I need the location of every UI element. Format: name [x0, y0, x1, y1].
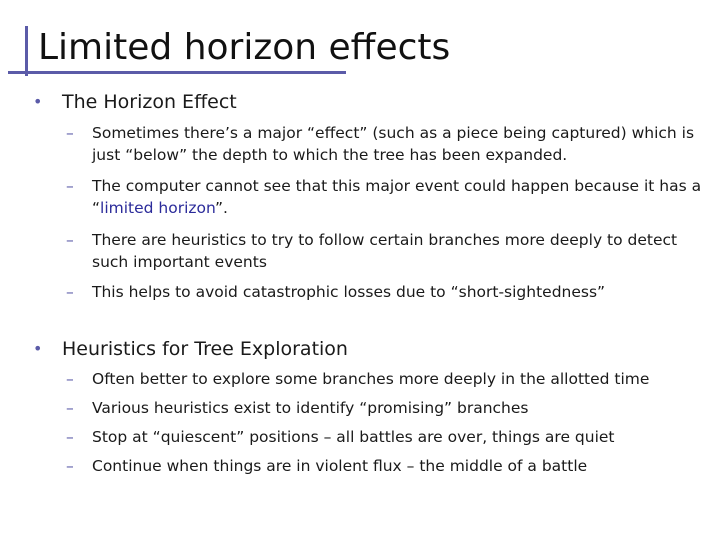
slide-title: Limited horizon effects [38, 27, 451, 68]
list-item-text: Sometimes there’s a major “effect” (such as a piece being captured) which is just “below” the depth to which the tree has been expanded. [92, 124, 695, 164]
dash-icon: – [66, 231, 74, 249]
dash-icon: – [66, 177, 74, 195]
list-item-text: This helps to avoid catastrophic losses due to “short-sightedness” [92, 283, 606, 301]
list-item [66, 455, 706, 477]
list-item-text-start: The computer cannot see that this major event could happen because it has a “ [92, 177, 702, 217]
dash-icon: – [66, 399, 74, 417]
list-item [66, 426, 706, 448]
list-item-text: Various heuristics exist to identify “promising” branches [92, 399, 529, 417]
list-item [66, 175, 706, 219]
dash-icon: – [66, 283, 74, 301]
list-item-text: There are heuristics to try to follow certain branches more deeply to detect such important events [92, 231, 678, 271]
list-item-text: Stop at “quiescent” positions – all battles are over, things are quiet [92, 428, 615, 446]
list-item [66, 229, 706, 273]
list-item [66, 368, 706, 390]
list-item-text [92, 175, 706, 219]
title-vertical-rule [25, 26, 28, 76]
bullet-icon: • [33, 92, 43, 111]
dash-icon: – [66, 457, 74, 475]
bullet-icon: • [33, 339, 43, 358]
dash-icon: – [66, 124, 74, 142]
list-item [66, 122, 706, 166]
list-item [66, 397, 706, 419]
dash-icon: – [66, 370, 74, 388]
list-item-text: Often better to explore some branches more deeply in the allotted time [92, 370, 650, 388]
list-item-text: Continue when things are in violent flux – the middle of a battle [92, 457, 588, 475]
section-heading: The Horizon Effect [62, 91, 237, 113]
dash-icon: – [66, 428, 74, 446]
section-heading: Heuristics for Tree Exploration [62, 338, 348, 360]
list-item [66, 281, 706, 303]
list-item-text-end: ”. [215, 199, 228, 217]
highlighted-term: limited horizon [100, 199, 216, 217]
